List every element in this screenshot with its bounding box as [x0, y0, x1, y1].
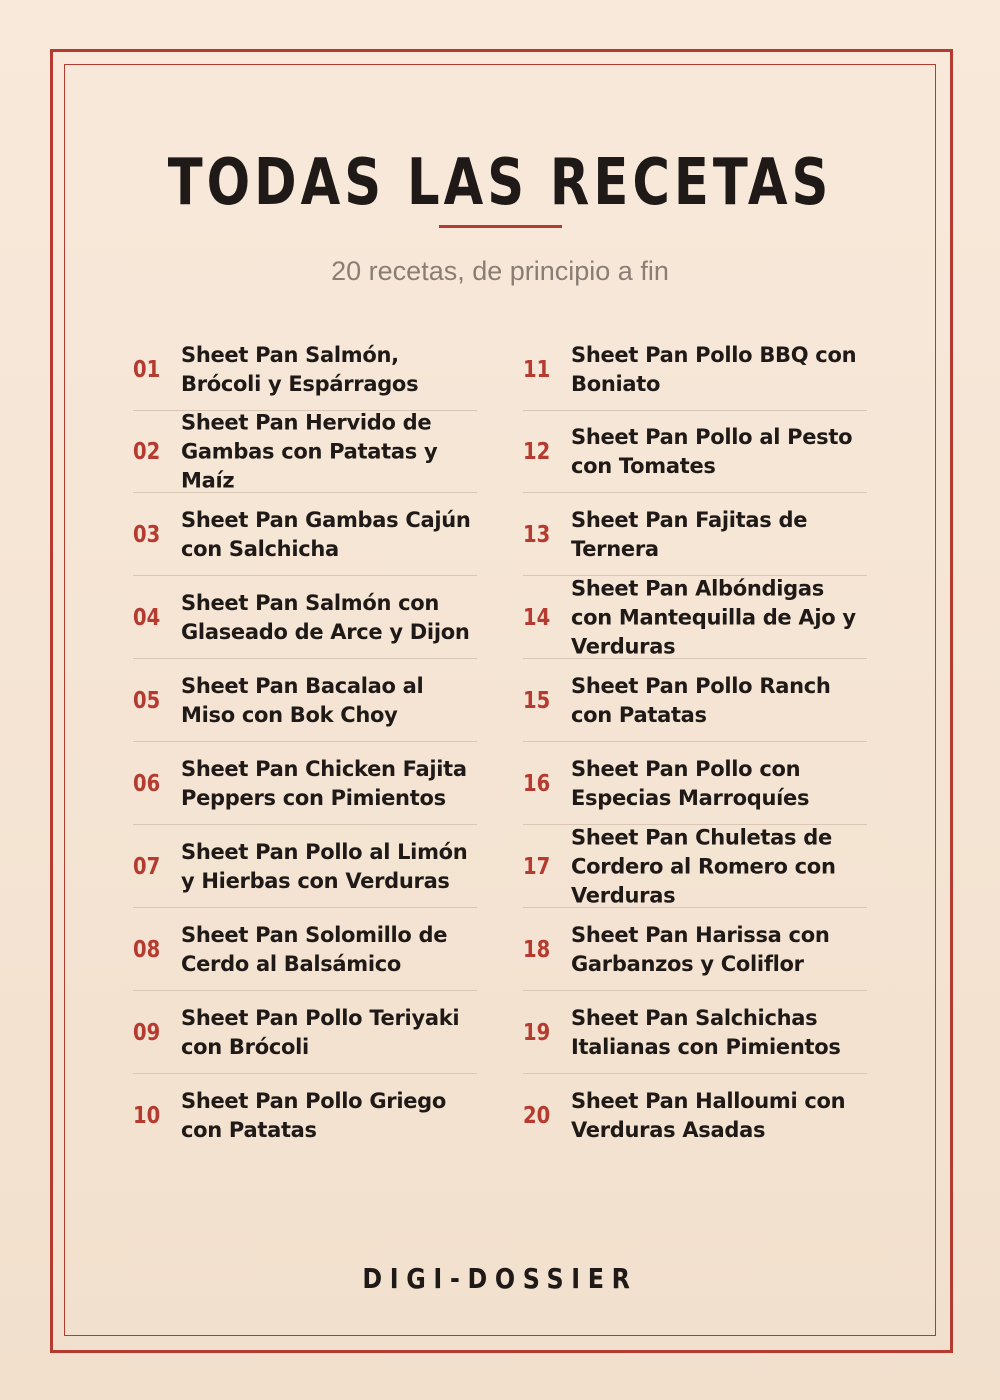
recipe-name: Sheet Pan Gambas Cajún con Salchicha	[181, 508, 471, 561]
recipe-name: Sheet Pan Pollo BBQ con Boniato	[571, 343, 857, 396]
recipe-number: 05	[133, 688, 161, 714]
recipe-name: Sheet Pan Pollo con Especias Marroquíes	[571, 757, 810, 810]
row-divider	[523, 741, 867, 742]
recipe-number: 08	[133, 937, 161, 963]
row-divider	[133, 741, 477, 742]
row-divider	[133, 907, 477, 908]
recipe-item	[133, 411, 477, 493]
recipe-number: 02	[133, 439, 161, 465]
recipe-name: Sheet Pan Chuletas de Cordero al Romero con Verduras	[571, 825, 836, 908]
recipe-item	[523, 992, 867, 1074]
recipe-number: 10	[133, 1103, 161, 1129]
recipe-number: 11	[523, 357, 551, 383]
recipe-item	[523, 494, 867, 576]
recipe-name: Sheet Pan Albóndigas con Mantequilla de Ajo y Verduras	[571, 576, 856, 659]
row-divider	[523, 907, 867, 908]
recipe-number: 17	[523, 854, 551, 880]
recipe-item	[133, 1075, 477, 1157]
recipe-number: 07	[133, 854, 161, 880]
recipe-number: 16	[523, 771, 551, 797]
brand-name: DIGI-DOSSIER	[362, 1262, 638, 1295]
row-divider	[523, 658, 867, 659]
recipe-number: 06	[133, 771, 161, 797]
recipe-name: Sheet Pan Solomillo de Cerdo al Balsámico	[181, 923, 448, 976]
recipe-name: Sheet Pan Salchichas Italianas con Pimientos	[571, 1006, 841, 1059]
recipe-number: 20	[523, 1103, 551, 1129]
row-divider	[133, 575, 477, 576]
recipe-name: Sheet Pan Salmón, Brócoli y Espárragos	[181, 343, 419, 396]
row-divider	[133, 492, 477, 493]
recipe-name: Sheet Pan Fajitas de Ternera	[571, 508, 808, 561]
row-divider	[523, 1073, 867, 1074]
row-divider	[133, 990, 477, 991]
recipe-item	[523, 743, 867, 825]
recipe-item	[523, 909, 867, 991]
recipe-item	[523, 660, 867, 742]
page-title: TODAS LAS RECETAS	[167, 146, 833, 220]
recipe-number: 09	[133, 1020, 161, 1046]
recipe-number: 03	[133, 522, 161, 548]
recipe-number: 13	[523, 522, 551, 548]
recipe-item	[523, 1075, 867, 1157]
recipe-number: 19	[523, 1020, 551, 1046]
recipe-item	[523, 329, 867, 411]
recipe-item	[133, 660, 477, 742]
recipe-item	[133, 826, 477, 908]
row-divider	[523, 990, 867, 991]
recipe-name: Sheet Pan Pollo Teriyaki con Brócoli	[181, 1006, 460, 1059]
row-divider	[133, 658, 477, 659]
row-divider	[523, 492, 867, 493]
recipe-name: Sheet Pan Salmón con Glaseado de Arce y Dijon	[181, 591, 470, 644]
recipe-item	[523, 411, 867, 493]
recipe-item	[133, 577, 477, 659]
recipe-item	[133, 329, 477, 411]
recipe-name: Sheet Pan Hervido de Gambas con Patatas y Maíz	[181, 410, 438, 493]
recipe-name: Sheet Pan Halloumi con Verduras Asadas	[571, 1089, 846, 1142]
recipe-item	[133, 743, 477, 825]
recipe-name: Sheet Pan Harissa con Garbanzos y Coliflor	[571, 923, 830, 976]
recipe-item	[133, 909, 477, 991]
recipe-item	[133, 494, 477, 576]
recipe-item	[523, 826, 867, 908]
recipe-item	[523, 577, 867, 659]
recipe-number: 12	[523, 439, 551, 465]
recipe-name: Sheet Pan Bacalao al Miso con Bok Choy	[181, 674, 424, 727]
recipe-number: 14	[523, 605, 551, 631]
row-divider	[133, 1073, 477, 1074]
row-divider	[133, 824, 477, 825]
recipe-number: 01	[133, 357, 161, 383]
recipe-number: 15	[523, 688, 551, 714]
recipe-name: Sheet Pan Pollo Ranch con Patatas	[571, 674, 831, 727]
page-subtitle: 20 recetas, de principio a fin	[331, 256, 669, 286]
recipe-number: 04	[133, 605, 161, 631]
recipe-name: Sheet Pan Pollo al Limón y Hierbas con Verduras	[181, 840, 468, 893]
recipe-name: Sheet Pan Pollo Griego con Patatas	[181, 1089, 447, 1142]
recipe-name: Sheet Pan Chicken Fajita Peppers con Pimientos	[181, 757, 467, 810]
recipe-name: Sheet Pan Pollo al Pesto con Tomates	[571, 425, 853, 478]
recipe-item	[133, 992, 477, 1074]
recipe-number: 18	[523, 937, 551, 963]
